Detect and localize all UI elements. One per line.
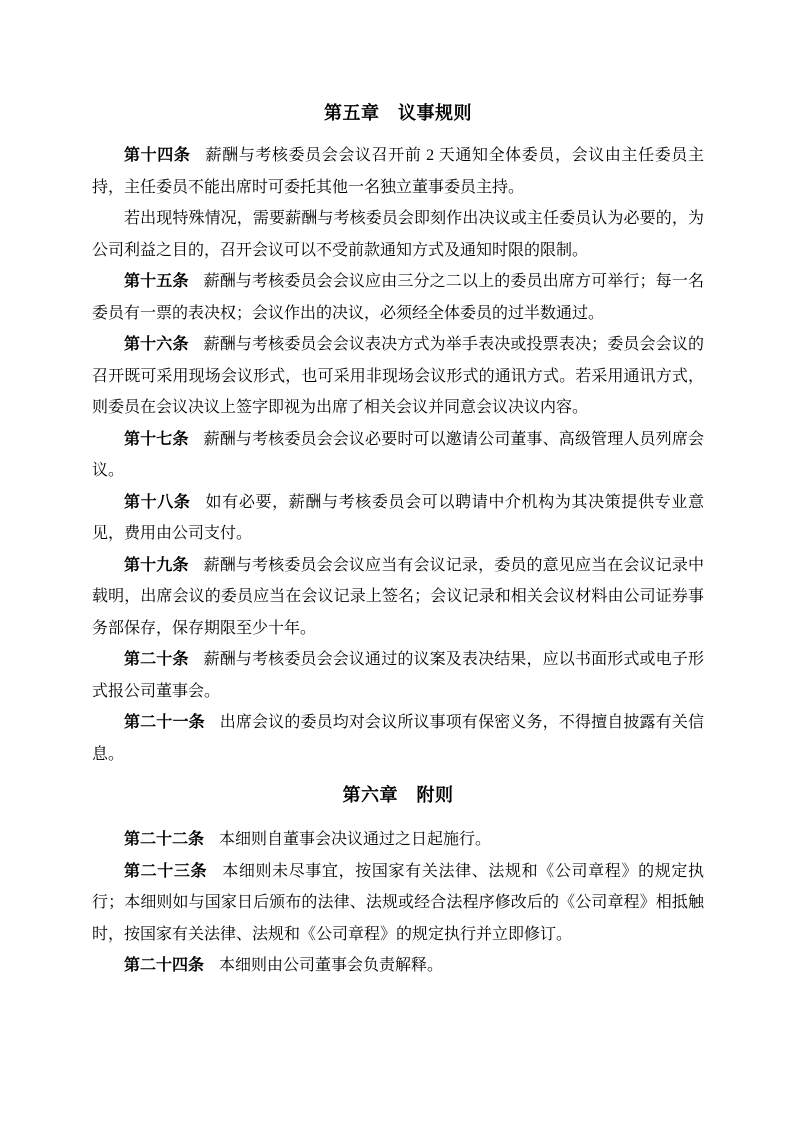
chapter-body bbox=[92, 824, 704, 982]
article-text: 薪酬与考核委员会会议必要时可以邀请公司董事、高级管理人员列席会议。 bbox=[92, 430, 704, 479]
article-number: 第十五条 bbox=[124, 273, 189, 290]
article-paragraph bbox=[92, 550, 704, 645]
article-paragraph bbox=[92, 203, 704, 266]
article-paragraph bbox=[92, 266, 704, 329]
article-text: 薪酬与考核委员会会议应当有会议记录，委员的意见应当在会议记录中载明，出席会议的委员应当在会议记录上签名；会议记录和相关会议材料由公司证券事务部保存，保存期限至少十年。 bbox=[92, 556, 704, 637]
chapter-section bbox=[92, 97, 704, 770]
article-text: 如有必要，薪酬与考核委员会可以聘请中介机构为其决策提供专业意见，费用由公司支付。 bbox=[92, 493, 704, 542]
document-content bbox=[92, 97, 704, 982]
article-paragraph bbox=[92, 644, 704, 707]
article-paragraph bbox=[92, 824, 704, 856]
chapter-body bbox=[92, 140, 704, 770]
article-paragraph bbox=[92, 707, 704, 770]
article-text: 薪酬与考核委员会会议召开前 2 天通知全体委员，会议由主任委员主持，主任委员不能出席时可委托其他一名独立董事委员主持。 bbox=[92, 147, 704, 196]
article-text: 本细则由公司董事会负责解释。 bbox=[219, 957, 444, 974]
article-text: 薪酬与考核委员会会议应由三分之二以上的委员出席方可举行；每一名委员有一票的表决权；会议作出的决议，必须经全体委员的过半数通过。 bbox=[92, 273, 704, 322]
article-number: 第二十二条 bbox=[124, 831, 205, 848]
article-number: 第二十四条 bbox=[124, 957, 205, 974]
chapter-section bbox=[92, 779, 704, 982]
article-number: 第十四条 bbox=[124, 147, 191, 164]
article-text: 若出现特殊情况，需要薪酬与考核委员会即刻作出决议或主任委员认为必要的，为公司利益之目的，召开会议可以不受前款通知方式及通知时限的限制。 bbox=[92, 210, 704, 259]
article-paragraph bbox=[92, 950, 704, 982]
chapter-heading: 第六章 附则 bbox=[342, 785, 454, 805]
article-number: 第十九条 bbox=[124, 556, 189, 574]
article-paragraph bbox=[92, 856, 704, 951]
article-paragraph bbox=[92, 424, 704, 487]
article-text: 本细则自董事会决议通过之日起施行。 bbox=[219, 831, 492, 848]
article-text: 薪酬与考核委员会会议表决方式为举手表决或投票表决；委员会会议的召开既可采用现场会议形式，也可采用非现场会议形式的通讯方式。若采用通讯方式，则委员在会议决议上签字即视为出席了相关会议并同意会议决议内容。 bbox=[92, 336, 704, 416]
article-number: 第二十一条 bbox=[124, 714, 205, 731]
article-paragraph bbox=[92, 487, 704, 550]
article-paragraph bbox=[92, 140, 704, 203]
article-text: 出席会议的委员均对会议所议事项有保密义务，不得擅自披露有关信息。 bbox=[92, 714, 704, 763]
article-number: 第十六条 bbox=[124, 336, 189, 353]
article-text: 本细则未尽事宜，按国家有关法律、法规和《公司章程》的规定执行；本细则如与国家日后颁布的法律、法规或经合法程序修改后的《公司章程》相抵触时，按国家有关法律、法规和《公司章程》的规定执行并立即修订。 bbox=[92, 862, 704, 943]
chapter-heading: 第五章 议事规则 bbox=[324, 103, 472, 123]
article-number: 第二十条 bbox=[124, 651, 189, 668]
article-number: 第二十三条 bbox=[124, 862, 208, 880]
article-paragraph bbox=[92, 329, 704, 424]
article-number: 第十七条 bbox=[124, 430, 189, 448]
article-number: 第十八条 bbox=[124, 493, 191, 511]
article-text: 薪酬与考核委员会会议通过的议案及表决结果，应以书面形式或电子形式报公司董事会。 bbox=[92, 651, 704, 700]
